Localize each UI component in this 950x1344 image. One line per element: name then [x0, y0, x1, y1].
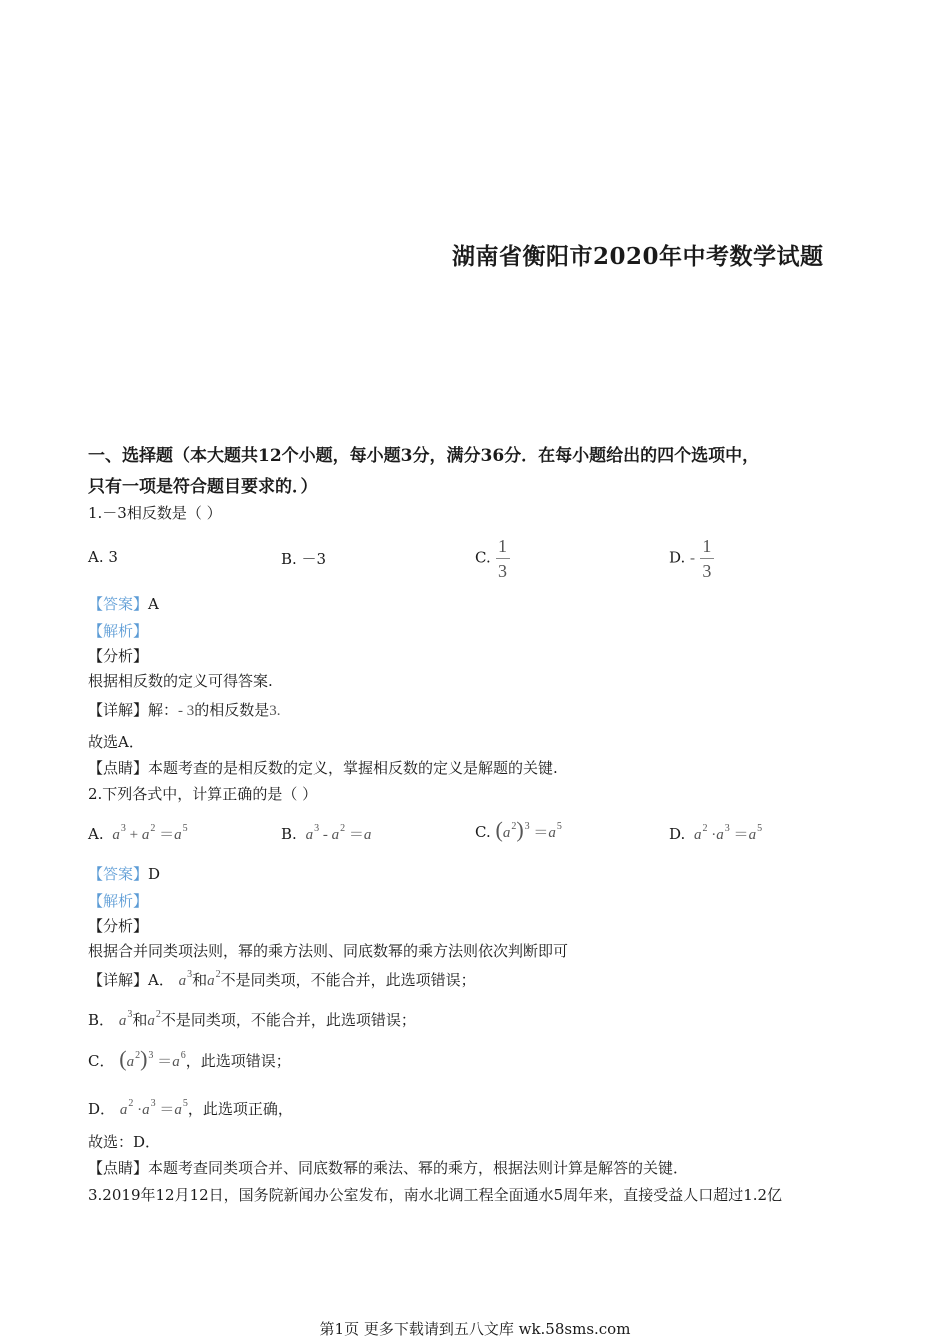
q1-jiexi-tag: 【解析】 — [88, 622, 149, 640]
q2-choose: 故选：D． — [88, 1133, 161, 1151]
detail-tag: 【详解】 — [88, 701, 149, 719]
detail-math-neg3: - 3 — [178, 703, 195, 719]
q1-dianjing — [88, 757, 558, 778]
formula-d: $a^2 \cdot a^3 =a^5$ — [119, 1098, 188, 1118]
formula-a3: $a^3$ — [118, 1009, 133, 1029]
q2-option-a-formula: $a^3 + a^2 =a^5$ — [112, 823, 188, 843]
page-title: 湖南省衡阳市2020年中考数学试题 — [452, 243, 824, 270]
q1-detail — [88, 699, 281, 720]
q2-detail-a — [88, 969, 476, 990]
q1-option-b: B. －3 — [281, 550, 327, 568]
fraction-numerator: 1 — [498, 536, 507, 556]
q1-option-c — [475, 536, 510, 581]
detail-label: A． — [148, 971, 174, 989]
q2-stem: 2.下列各式中，计算正确的是（ ） — [88, 785, 318, 803]
q2-answer — [88, 863, 160, 884]
answer-tag: 【答案】 — [88, 865, 149, 883]
q2-analysis: 根据合并同类项法则，幂的乘方法则、同底数幂的乘方法则依次判断即可 — [88, 942, 569, 960]
detail-tag: 【详解】 — [88, 971, 149, 989]
and-text: 和 — [192, 971, 208, 989]
q2-option-d — [669, 823, 762, 844]
page-footer: 第1页 更多下载请到五八文库 wk.58sms.com — [319, 1320, 631, 1338]
detail-label: D． — [88, 1100, 116, 1118]
dianjing-text: 本题考查同类项合并、同底数幂的乘法、幂的乘方，根据法则计算是解答的关键． — [148, 1159, 689, 1177]
q2-option-b — [281, 823, 371, 844]
q1-stem: 1.－3相反数是（ ） — [88, 504, 222, 522]
detail-text: 不是同类项，不能合并，此选项错误； — [220, 971, 476, 989]
dianjing-tag: 【点睛】 — [88, 1159, 149, 1177]
fraction-denominator: 3 — [702, 561, 712, 581]
fraction-numerator: 1 — [702, 536, 712, 556]
and-text: 和 — [132, 1011, 148, 1029]
q2-detail-d — [88, 1098, 293, 1119]
q1-choose: 故选A． — [88, 733, 144, 751]
detail-text: 解： — [148, 701, 179, 719]
q1-option-c-fraction — [496, 536, 510, 581]
q2-detail-b — [88, 1009, 416, 1030]
detail-math-3: 3. — [269, 703, 281, 719]
minus-sign: - — [690, 550, 696, 567]
q1-option-d-fraction — [700, 536, 714, 581]
answer-tag: 【答案】 — [88, 595, 149, 613]
dianjing-tag: 【点睛】 — [88, 759, 149, 777]
dianjing-text: 本题考查的是相反数的定义，掌握相反数的定义是解题的关键. — [148, 759, 558, 777]
formula-a2: $a^2$ — [147, 1009, 161, 1029]
answer-value: A — [148, 595, 159, 613]
answer-value: D — [148, 865, 161, 883]
q2-option-d-formula: $a^2 \cdot a^3 =a^5$ — [694, 823, 763, 843]
section-heading-line2: 只有一项是符合题目要求的．） — [88, 477, 318, 497]
q1-option-d — [669, 536, 714, 581]
detail-text: 不是同类项，不能合并，此选项错误； — [160, 1011, 416, 1029]
option-label: B. — [281, 825, 297, 843]
detail-label: C． — [88, 1052, 115, 1070]
fraction-bar — [700, 558, 714, 559]
detail-label: B． — [88, 1011, 115, 1029]
q1-answer — [88, 593, 159, 614]
q2-detail-c — [88, 1046, 291, 1072]
formula-c: $(a^2)^3 =a^6$ — [119, 1046, 186, 1071]
q2-jiexi-tag: 【解析】 — [88, 892, 149, 910]
q2-option-c-formula: $(a^2)^3 =a^5$ — [495, 817, 562, 842]
q2-option-c — [475, 817, 562, 843]
formula-a2: $a^2$ — [207, 969, 221, 989]
section-heading-line1: 一、选择题（本大题共12个小题，每小题3分，满分36分．在每小题给出的四个选项中， — [88, 446, 760, 466]
q3-stem: 3.2019年12月12日，国务院新闻办公室发布，南水北调工程全面通水5周年来，直接受益人口超过1.2亿 — [88, 1186, 783, 1204]
q1-fenxi-tag: 【分析】 — [88, 647, 149, 665]
q2-fenxi-tag: 【分析】 — [88, 917, 149, 935]
detail-text: ，此选项正确， — [187, 1100, 293, 1118]
q1-option-a: A. 3 — [88, 548, 118, 566]
q1-option-d-label: D. — [669, 548, 686, 567]
q2-option-b-formula: $a^3 - a^2 =a$ — [305, 823, 372, 843]
q1-option-c-label: C. — [475, 548, 491, 567]
q1-analysis: 根据相反数的定义可得答案. — [88, 672, 273, 690]
fraction-denominator: 3 — [498, 561, 507, 581]
option-label: A. — [88, 825, 104, 843]
formula-a3: $a^3$ — [178, 969, 193, 989]
option-label: C. — [475, 823, 491, 841]
detail-text-2: 的相反数是 — [194, 701, 270, 719]
q2-option-a — [88, 823, 188, 844]
fraction-bar — [496, 558, 510, 559]
q2-dianjing — [88, 1157, 688, 1178]
detail-text: ，此选项错误； — [185, 1052, 291, 1070]
option-label: D. — [669, 825, 686, 843]
